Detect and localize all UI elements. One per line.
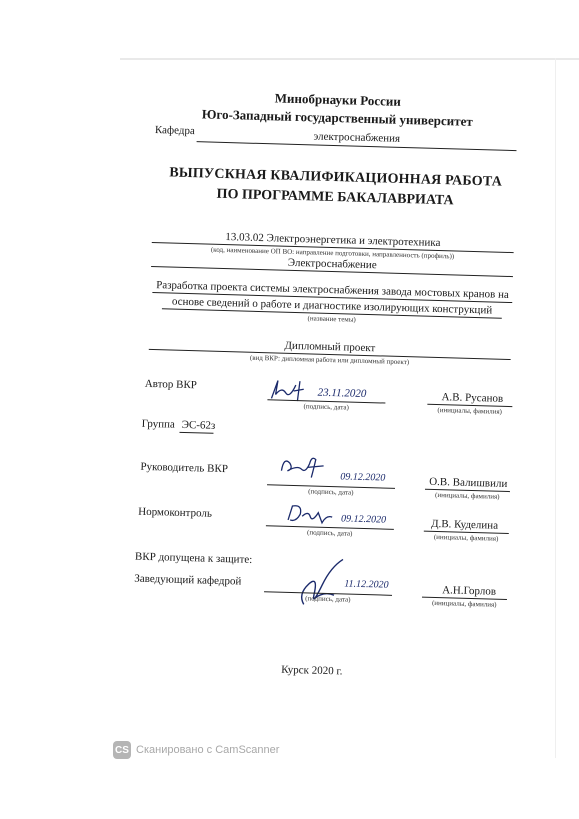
program-code: 13.03.02 Электроэнергетика и электротехника	[225, 231, 441, 250]
work-type: Дипломный проект	[284, 339, 376, 355]
ministry-name: Минобрнауки России	[274, 90, 402, 109]
supervisor-label: Руководитель ВКР	[140, 460, 229, 476]
head-sign-caption: (подпись, дата)	[305, 594, 351, 604]
author-name: А.В. Русанов	[441, 391, 504, 405]
department-value: электроснабжения	[313, 130, 401, 145]
department-label: Кафедра	[154, 124, 195, 138]
work-title-line2: ПО ПРОГРАММЕ БАКАЛАВРИАТА	[216, 186, 454, 209]
work-title-line1: ВЫПУСКНАЯ КВАЛИФИКАЦИОННАЯ РАБОТА	[169, 165, 503, 190]
author-sign-caption: (подпись, дата)	[303, 402, 350, 412]
supervisor-sign-caption: (подпись, дата)	[308, 487, 354, 497]
normcontrol-name: Д.В. Куделина	[430, 517, 499, 532]
program-caption: (код, наименование ОП ВО: направление подготовки, направленность (профиль))	[210, 245, 455, 261]
topic-line1: Разработка проекта системы электроснабжения завода мостовых кранов на	[155, 279, 510, 301]
author-sign-date: 23.11.2020	[317, 386, 367, 401]
normcontrol-sign-date: 09.12.2020	[340, 513, 387, 526]
city-year: Курск 2020 г.	[281, 663, 343, 678]
supervisor-signature	[279, 449, 330, 487]
camscanner-watermark	[113, 740, 279, 760]
normcontrol-label: Нормоконтроль	[138, 505, 213, 520]
admission-label: ВКР допущена к защите:	[134, 550, 253, 566]
supervisor-name-caption: (инициалы, фамилия)	[434, 490, 500, 501]
watermark-text: Сканировано с CamScanner	[136, 744, 280, 756]
group-label: Группа	[141, 417, 176, 431]
university-name: Юго-Западный государственный университет	[201, 106, 473, 129]
normcontrol-name-caption: (инициалы, фамилия)	[433, 532, 499, 543]
head-name: А.Н.Горлов	[442, 584, 497, 598]
head-sign-date: 11.12.2020	[344, 578, 389, 591]
topic-line2: основе сведений о работе и диагностике изолирующих конструкций	[171, 295, 493, 317]
author-name-caption: (инициалы, фамилия)	[437, 406, 503, 416]
supervisor-sign-date: 09.12.2020	[340, 471, 386, 484]
program-profile: Электроснабжение	[287, 256, 377, 272]
work-type-caption: (вид ВКР: дипломная работа или дипломный проект)	[249, 353, 410, 367]
head-signature	[293, 554, 351, 619]
group-value: ЭС-62з	[181, 418, 216, 432]
camscanner-logo-icon: CS	[113, 741, 131, 759]
group-underline	[179, 432, 213, 434]
topic-caption: (название темы)	[307, 314, 356, 324]
normcontrol-sign-caption: (подпись, дата)	[306, 528, 353, 538]
head-of-department-label: Заведующий кафедрой	[134, 572, 242, 588]
head-name-caption: (инициалы, фамилия)	[431, 598, 497, 609]
supervisor-name: О.В. Валишвили	[429, 475, 508, 490]
author-label: Автор ВКР	[144, 377, 198, 392]
